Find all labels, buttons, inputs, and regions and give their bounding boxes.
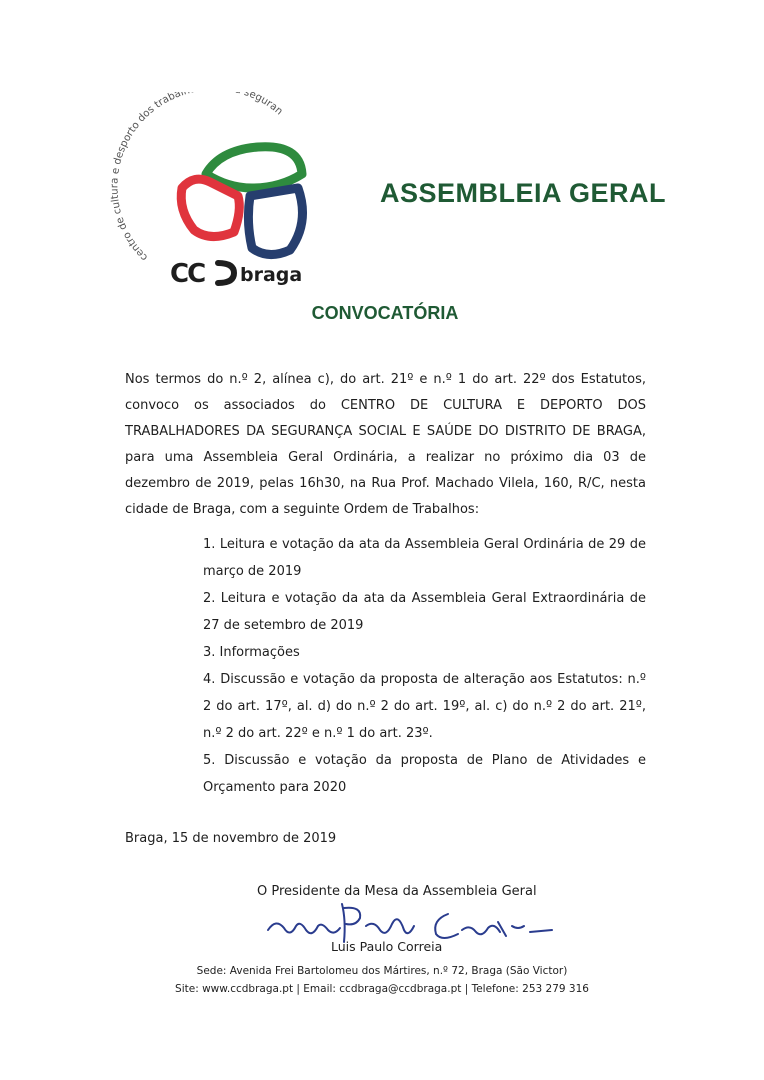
page-footer [0, 962, 764, 998]
svg-text:CC: CC [170, 259, 205, 289]
footer-address: Sede: Avenida Frei Bartolomeu dos Mártires, n.º 72, Braga (São Victor) [196, 965, 568, 977]
agenda-item: 2. Leitura e votação da ata da Assembleia Geral Extraordinária de 27 de setembro de 2019 [203, 591, 646, 633]
document-date: Braga, 15 de novembro de 2019 [125, 831, 337, 846]
logo-arc-text: centro de cultura e desporto dos trabal seguran [110, 92, 285, 263]
agenda-item: 3. Informações [203, 645, 300, 660]
signatory-role: O Presidente da Mesa da Assembleia Geral [257, 884, 537, 899]
agenda-list [203, 531, 646, 801]
agenda-item: 1. Leitura e votação da ata da Assembleia Geral Ordinária de 29 de março de 2019 [203, 537, 646, 579]
intro-paragraph: Nos termos do n.º 2, alínea c), do art. 21º e n.º 1 do art. 22º dos Estatutos, convoco os associados do CENTRO DE CULTURA E DEPORTO DOS TRABALHADORES DA SEGURANÇA SOCIAL E SAÚDE DO DISTRITO DE BRAGA, para uma Assembleia Geral Ordinária, a realizar no próximo dia 03 de dezembro de 2019, pelas 16h30, na Rua Prof. Machado Vilela, 160, R/C, nesta cidade de Braga, com a seguinte Ordem de Trabalhos: [125, 372, 646, 517]
document-title: ASSEMBLEIA GERAL [380, 178, 667, 208]
footer-contacts: Site: www.ccdbraga.pt | Email: ccdbraga@ccdbraga.pt | Telefone: 253 279 316 [175, 983, 589, 995]
logo-wordmark: braga [240, 264, 303, 286]
document-subtitle: CONVOCATÓRIA [311, 303, 459, 323]
agenda-item: 4. Discussão e votação da proposta de alteração aos Estatutos: n.º 2 do art. 17º, al. d) do n.º 2 do art. 19º, al. c) do n.º 2 do art. 21º, n.º 2 do art. 22º e n.º 1 do art. 23º. [203, 672, 646, 741]
signatory-name: Luis Paulo Correia [331, 939, 443, 954]
agenda-item: 5. Discussão e votação da proposta de Plano de Atividades e Orçamento para 2020 [203, 753, 646, 795]
ccd-braga-logo [110, 92, 330, 297]
